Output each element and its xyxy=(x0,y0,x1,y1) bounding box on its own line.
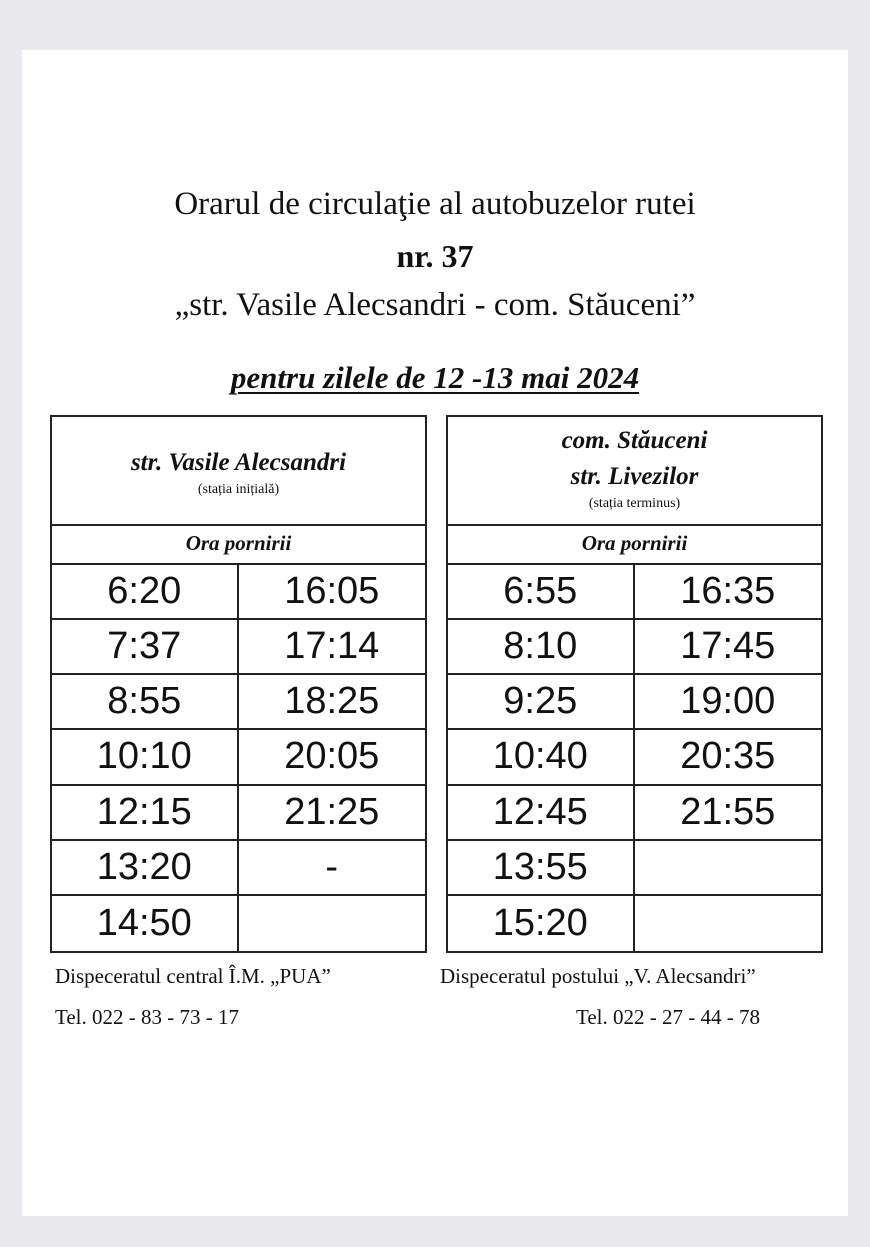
time-cell: 20:35 xyxy=(635,730,822,785)
terminus-stop-name: com. Stăuceni xyxy=(561,427,708,454)
schedule-panel-origin xyxy=(50,415,427,953)
time-cell: 15:20 xyxy=(448,896,635,951)
time-cell: 21:55 xyxy=(635,786,822,841)
time-cell: 20:05 xyxy=(239,730,426,785)
time-cell: 19:00 xyxy=(635,675,822,730)
time-cell: 16:05 xyxy=(239,565,426,620)
period-heading: pentru zilele de 12 -13 mai 2024 xyxy=(230,360,640,395)
time-cell: 17:45 xyxy=(635,620,822,675)
time-cell: 6:55 xyxy=(448,565,635,620)
time-cell xyxy=(635,896,822,951)
post-dispatch-label: Dispeceratul postului „V. Alecsandri” xyxy=(440,964,756,988)
origin-stop-note: (stația inițială) xyxy=(197,482,280,497)
time-cell: 10:10 xyxy=(52,730,239,785)
time-cell xyxy=(635,841,822,896)
origin-stop-name: str. Vasile Alecsandri xyxy=(130,449,347,476)
time-cell: 12:15 xyxy=(52,786,239,841)
title-line-1: Orarul de circulaţie al autobuzelor rutei xyxy=(174,186,696,222)
post-dispatch-phone: Tel. 022 - 27 - 44 - 78 xyxy=(576,1005,760,1029)
time-cell: 13:20 xyxy=(52,841,239,896)
time-cell: 14:50 xyxy=(52,896,239,951)
time-cell: 6:20 xyxy=(52,565,239,620)
time-cell: 8:55 xyxy=(52,675,239,730)
terminus-street-name: str. Livezilor xyxy=(570,463,699,490)
route-name: „str. Vasile Alecsandri - com. Stăuceni” xyxy=(174,287,696,323)
time-cell: 17:14 xyxy=(239,620,426,675)
schedule-panel-terminus xyxy=(446,415,823,953)
departure-times-origin xyxy=(52,565,425,951)
time-cell: 9:25 xyxy=(448,675,635,730)
departure-time-label: Ora pornirii xyxy=(52,524,425,565)
time-cell xyxy=(239,896,426,951)
departure-time-label: Ora pornirii xyxy=(448,524,821,565)
terminus-stop-note: (stația terminus) xyxy=(588,496,681,511)
central-dispatch-phone: Tel. 022 - 83 - 73 - 17 xyxy=(55,1005,239,1029)
time-cell: 8:10 xyxy=(448,620,635,675)
panel-header-origin xyxy=(52,417,425,526)
time-cell: 7:37 xyxy=(52,620,239,675)
time-cell: 13:55 xyxy=(448,841,635,896)
route-number: nr. 37 xyxy=(396,238,474,274)
time-cell: 18:25 xyxy=(239,675,426,730)
central-dispatch-label: Dispeceratul central Î.M. „PUA” xyxy=(55,964,331,988)
time-cell: 10:40 xyxy=(448,730,635,785)
time-cell: 16:35 xyxy=(635,565,822,620)
departure-times-terminus xyxy=(448,565,821,951)
time-cell: 21:25 xyxy=(239,786,426,841)
time-cell: 12:45 xyxy=(448,786,635,841)
panel-header-terminus xyxy=(448,417,821,526)
time-cell: - xyxy=(239,841,426,896)
